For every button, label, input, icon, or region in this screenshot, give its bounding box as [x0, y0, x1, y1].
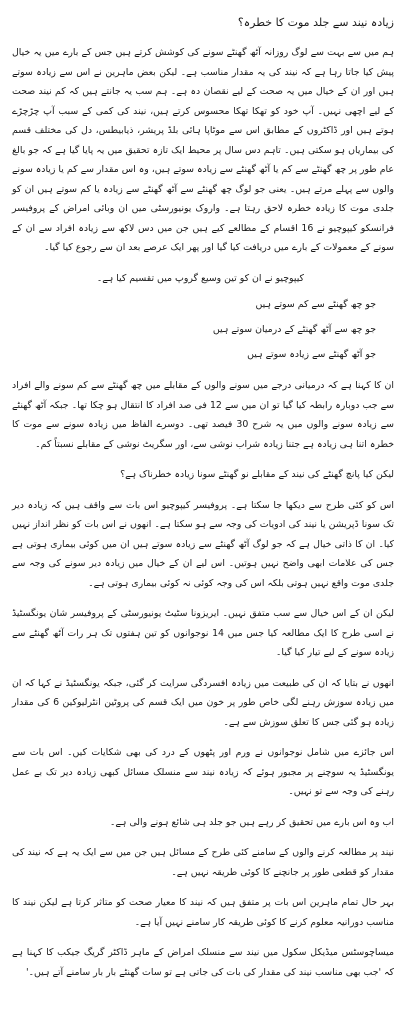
group-item-short-sleep: جو چھ گھنٹے سے کم سوتے ہیں — [255, 299, 376, 310]
measurement-paragraph: نیند پر مطالعہ کرنے والوں کے سامنے کئی طرح کے مسائل ہیں جن میں سے ایک یہ ہے کہ نیند کی مقدار کو قطعی طور پر جانچنے کا کوئی طریقہ نہیں ہے۔ — [12, 847, 394, 878]
article-headline: زیادہ نیند سے جلد موت کا خطرہ؟ — [237, 16, 394, 29]
sleep-groups-list — [12, 296, 394, 364]
consensus-paragraph: بہر حال تمام ماہرین اس بات پر متفق ہیں کہ نیند کا معیار صحت کو متاثر کرتا ہے لیکن نیند کا مناسب دورانیہ معلوم کرنے کا کوئی طریقہ کار سامنے نہیں آیا ہے۔ — [12, 897, 394, 928]
quote-paragraph: میساچوسٹس میڈیکل سکول میں نیند سے منسلک امراض کے ماہر ڈاکٹر گریگ جیکب کا کہنا ہے کہ 'جب بھی مناسب نیند کی مقدار کی بات کی جاتی ہے تو سات گھنٹے بار بار سامنے آتے ہیں۔' — [12, 947, 394, 978]
pain-paragraph: اس جائزے میں شامل نوجوانوں نے ورم اور پٹھوں کے درد کی بھی شکایات کیں۔ اس بات سے یونگسٹیڈ یہ سوچنے پر مجبور ہوئے کہ زیادہ نیند سے منسلک مسائل کبھی زیادہ دیر تک بے عمل رہنے کی وجہ سے تو نہیں۔ — [12, 747, 394, 797]
intro-paragraph: ہم میں سے بہت سے لوگ روزانہ آٹھ گھنٹے سونے کی کوشش کرتے ہیں جس کے بارے میں یہ خیال پیش کیا جاتا رہا ہے کہ نیند کی یہ مقدار مناسب ہے۔ لیکن بعض ماہرین نے اس سے زیادہ سوتے ہیں اور ان کے خیال میں یہ صحت کے لیے نقصان دہ ہے۔ ہم سب یہ جانتے ہیں کہ کم نیند صحت کے لیے اچھی نہیں۔ آپ خود کو تھکا تھکا محسوس کرتے ہیں، نیند کی کمی کے سبب آپ چڑچڑے ہوتے ہیں اور ڈاکٹروں کے مطابق اس سے موٹاپا ہائی بلڈ پریشر، ذیابیطس، دل کی مختلف قسم کی بیماریاں ہو سکتی ہیں۔ تاہم دس سال پر محیط ایک تازہ تحقیق میں یہ پایا گیا ہے کہ جو بالغ عام طور پر چھ گھنٹے سے کم یا آٹھ گھنٹے سے زیادہ سوتے ہیں، وہ اس مقدار سے کم یا زیادہ سونے والوں سے پہلے مرتے ہیں۔ یعنی جو لوگ چھ گھنٹے سے آٹھ گھنٹے سے زیادہ یا کم سوتے ہیں ان کو جلدی موت کا زیادہ خطرہ لاحق رہتا ہے۔ واروک یونیورسٹی میں ان وبائی امراض کے پروفیسر فرانسکو کیپوچیو نے 16 اقسام کے مطالعے کیے ہیں جن میں دس لاکھ سے زیادہ افراد سے ان کے سونے کے معمولات کے بارے میں دریافت کیا گیا اور پھر ایک عرصے بعد ان سے رجوع کیا گیا۔ — [12, 47, 394, 253]
research-note-paragraph: اب وہ اس بارے میں تحقیق کر رہے ہیں جو جلد ہی شائع ہونے والی ہے۔ — [109, 816, 394, 828]
disagreement-paragraph: لیکن ان کے اس خیال سے سب متفق نہیں۔ ایریزونا سٹیٹ یونیورسٹی کے پروفیسر شان یونگسٹیڈ نے اسی طرح کا ایک مطالعہ کیا جس میں 14 نوجوانوں کو تین ہفتوں تک ہر رات آٹھ گھنٹے سے زیادہ سونے کے لیے تیار کیا گیا۔ — [12, 608, 394, 658]
causes-paragraph: اس کو کئی طرح سے دیکھا جا سکتا ہے۔ پروفیسر کیپوچیو اس بات سے واقف ہیں کہ زیادہ دیر تک سونا ڈپریشن یا نیند کی ادویات کی وجہ سے ہو سکتا ہے۔ انھوں نے اس بات کو نظر انداز نہیں کیا۔ ان کا ذاتی خیال ہے کہ جو لوگ آٹھ گھنٹے سے زیادہ سوتے ہیں ان میں کوئی بیماری ہوتی ہے جس کی علامات ابھی واضح نہیں ہوتیں۔ اس لیے ان کے خیال میں زیادہ دیر سونے کی وجہ سے جلدی موت واقع نہیں ہوتی بلکہ اس کی وجہ کوئی نہ کوئی بیماری ہوتی ہے۔ — [12, 499, 394, 589]
question-paragraph: لیکن کیا پانچ گھنٹے کی نیند کے مقابلے نو گھنٹے سونا زیادہ خطرناک ہے؟ — [120, 469, 394, 480]
group-item-medium-sleep: جو چھ سے آٹھ گھنٹے کے درمیان سوتے ہیں — [212, 324, 376, 335]
findings-paragraph: ان کا کہنا ہے کہ درمیانی درجے میں سونے والوں کے مقابلے میں چھ گھنٹے سے کم سونے والے افراد سے جب دوبارہ رابطہ کیا گیا تو ان میں سے 12 فی صد افراد کا انتقال ہو چکا تھا۔ جبکہ آٹھ گھنٹے سے زیادہ سونے والوں میں یہ شرح 30 فیصد تھی۔ دوسرے الفاظ میں زیادہ سونے سے موت کا خطرہ اتنا ہی زیادہ ہے جتنا زیادہ شراب نوشی سے، اور سگریٹ نوشی کے مقابلے نسبتاً کم۔ — [12, 380, 394, 450]
grouping-intro: کیپوچیو نے ان کو تین وسیع گروپ میں تقسیم کیا ہے۔ — [96, 272, 304, 284]
group-item-long-sleep: جو آٹھ گھنٹے سے زیادہ سوتے ہیں — [247, 349, 376, 360]
inflammation-paragraph: انھوں نے بتایا کہ ان کی طبیعت میں زیادہ افسردگی سرایت کر گئی، جبکہ یونگسٹیڈ نے کہا کہ ان میں زیادہ سوزش رہنے لگی خاص طور پر خون میں ایک قسم کی پروٹین انٹرلیوکین 6 کی مقدار زیادہ ہو گئی جس کا تعلق سوزش سے ہے۔ — [12, 677, 394, 728]
